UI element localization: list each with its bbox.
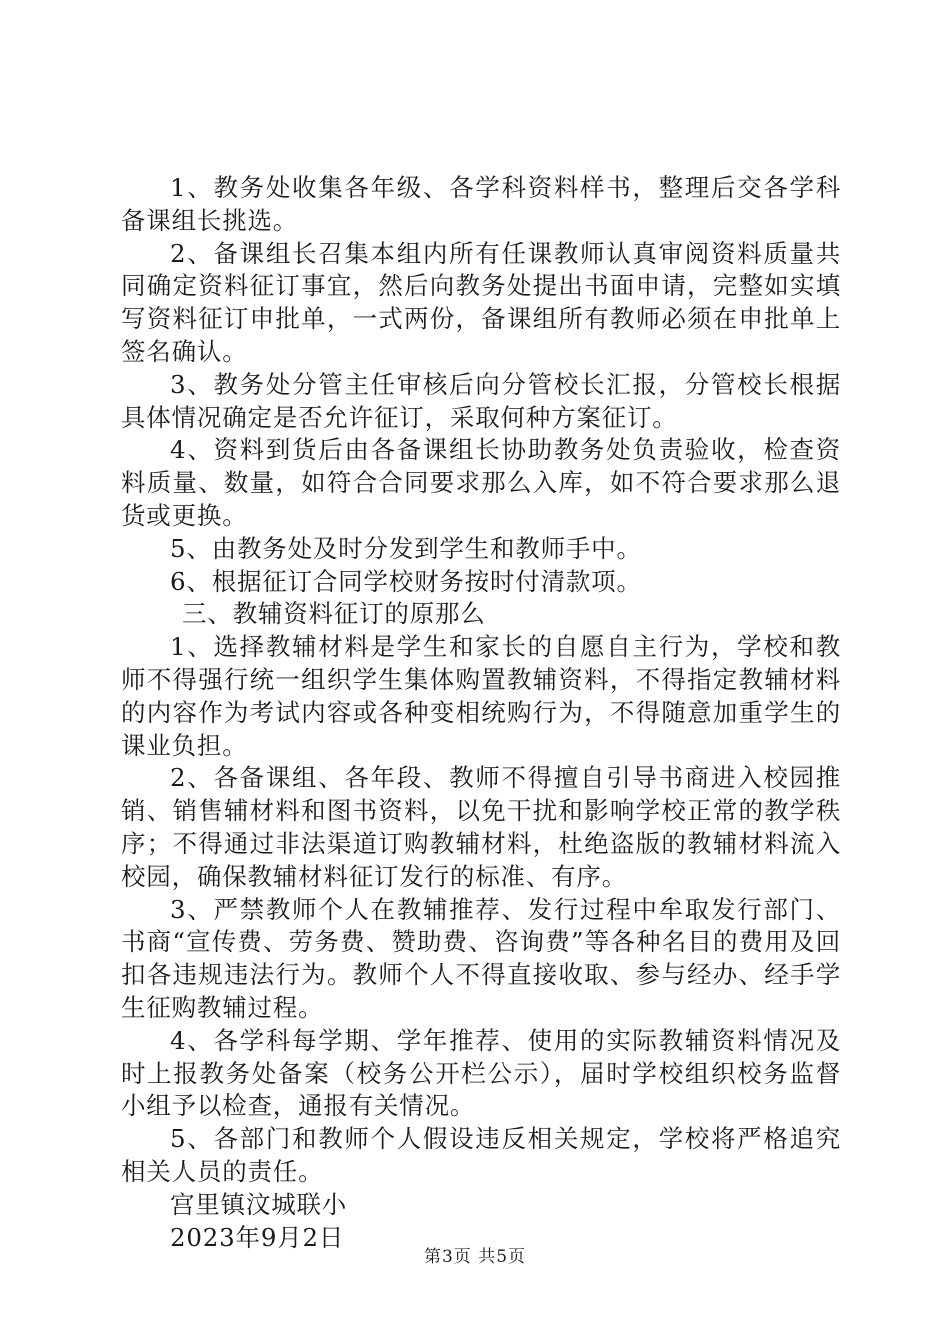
principle-4: 4、各学科每学期、学年推荐、使用的实际教辅资料情况及时上报教务处备案（校务公开栏公示），届时学校组织校务监督小组予以检查，通报有关情况。 [121, 1025, 841, 1121]
signature-organization: 宫里镇汶城联小 [170, 1189, 348, 1219]
procedure-step-2: 2、备课组长召集本组内所有任课教师认真审阅资料质量共同确定资料征订事宜，然后向教务处提出书面申请，完整如实填写资料征订申批单，一式两份，备课组所有教师必须在申批单上签名确认。 [121, 238, 841, 366]
section-heading: 三、教辅资料征订的原那么 [182, 599, 486, 629]
principle-5: 5、各部门和教师个人假设违反相关规定，学校将严格追究相关人员的责任。 [121, 1124, 841, 1186]
principle-1: 1、选择教辅材料是学生和家长的自愿自主行为，学校和教师不得强行统一组织学生集体购置教辅资料，不得指定教辅材料的内容作为考试内容或各种变相统购行为，不得随意加重学生的课业负担。 [121, 632, 841, 760]
page-number-footer: 第3页 共5页 [423, 1247, 527, 1267]
principle-2: 2、各备课组、各年段、教师不得擅自引导书商进入校园推销、销售辅材料和图书资料，以免干扰和影响学校正常的教学秩序；不得通过非法渠道订购教辅材料，杜绝盗版的教辅材料流入校园，确保教辅材料征订发行的标准、有序。 [121, 763, 841, 891]
principle-3: 3、严禁教师个人在教辅推荐、发行过程中牟取发行部门、书商“宣传费、劳务费、赞助费、咨询费”等各种名目的费用及回扣各违规违法行为。教师个人不得直接收取、参与经办、经手学生征购教辅过程。 [121, 894, 841, 1022]
document-body [121, 172, 841, 1254]
procedure-step-4: 4、资料到货后由各备课组长协助教务处负责验收，检查资料质量、数量，如符合合同要求那么入库，如不符合要求那么退货或更换。 [121, 435, 841, 530]
procedure-step-5: 5、由教务处及时分发到学生和教师手中。 [170, 533, 642, 563]
procedure-step-3: 3、教务处分管主任审核后向分管校长汇报，分管校长根据具体情况确定是否允许征订，采取何种方案征订。 [121, 369, 841, 432]
procedure-step-1: 1、教务处收集各年级、各学科资料样书，整理后交各学科备课组长挑选。 [121, 173, 841, 235]
procedure-step-6: 6、根据征订合同学校财务按时付清款项。 [170, 566, 642, 596]
signature-date: 2023年9月2日 [170, 1222, 345, 1252]
